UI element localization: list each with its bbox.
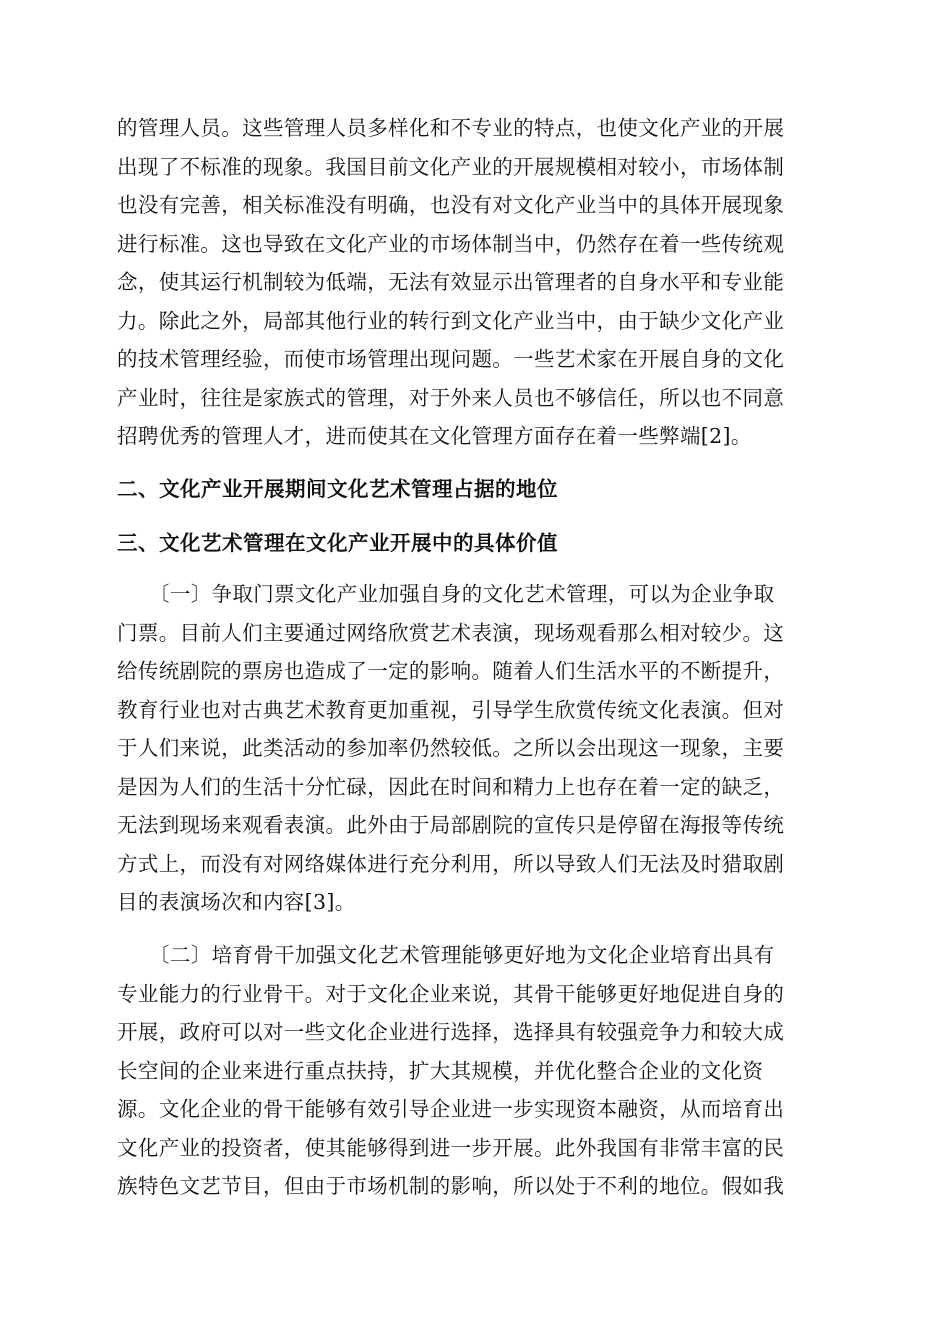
text-line: 是因为人们的生活十分忙碌，因此在时间和精力上也存在着一定的缺乏，: [117, 774, 785, 799]
text-line: 力。除此之外，局部其他行业的转行到文化产业当中，由于缺少文化产业: [117, 308, 785, 333]
text-line: 也没有完善，相关标准没有明确，也没有对文化产业当中的具体开展现象: [117, 193, 785, 217]
text-line: 教育行业也对古典艺术教育更加重视，引导学生欣赏传统文化表演。但对: [117, 697, 785, 722]
paragraph-one: [117, 575, 837, 922]
text-line: 源。文化企业的骨干能够有效引导企业进一步实现资本融资，从而培育出: [117, 1097, 785, 1121]
heading-text: 二、文化产业开展期间文化艺术管理占据的地位: [117, 477, 558, 501]
text-line: 开展，政府可以对一些文化企业进行选择，选择具有较强竞争力和较大成: [117, 1020, 785, 1044]
paragraph-two: [117, 936, 837, 1206]
text-line: 方式上，而没有对网络媒体进行充分利用，所以导致人们无法及时猎取剧: [117, 851, 785, 876]
text-line: 族特色文艺节目，但由于市场机制的影响，所以处于不利的地位。假如我: [117, 1174, 785, 1198]
text-line: 的管理人员。这些管理人员多样化和不专业的特点，也使文化产业的开展: [117, 116, 785, 140]
text-line: 进行标准。这也导致在文化产业的市场体制当中，仍然存在着一些传统观: [117, 231, 785, 256]
section-heading-2: [117, 470, 837, 509]
text-line: 〔二〕培育骨干加强文化艺术管理能够更好地为文化企业培育出具有: [149, 943, 775, 967]
heading-text: 三、文化艺术管理在文化产业开展中的具体价值: [117, 531, 558, 555]
text-line: 专业能力的行业骨干。对于文化企业来说，其骨干能够更好地促进自身的: [117, 981, 785, 1006]
text-line: 无法到现场来观看表演。此外由于局部剧院的宣传只是停留在海报等传统: [117, 813, 785, 837]
text-line: 念，使其运行机制较为低端，无法有效显示出管理者的自身水平和专业能: [117, 270, 785, 294]
text-line: 门票。目前人们主要通过网络欣赏艺术表演，现场观看那么相对较少。这: [117, 620, 785, 645]
text-line: 的技术管理经验，而使市场管理出现问题。一些艺术家在开展自身的文化: [117, 347, 785, 371]
text-line: 〔一〕争取门票文化产业加强自身的文化艺术管理，可以为企业争取: [149, 582, 775, 606]
paragraph-continuation: [117, 109, 837, 456]
section-heading-3: [117, 524, 837, 563]
text-line: 给传统剧院的票房也造成了一定的影响。随着人们生活水平的不断提升，: [117, 659, 785, 683]
text-line: 产业时，往往是家族式的管理，对于外来人员也不够信任，所以也不同意: [117, 385, 785, 410]
text-line: 长空间的企业来进行重点扶持，扩大其规模，并优化整合企业的文化资: [117, 1058, 764, 1083]
text-line: 招聘优秀的管理人才，进而使其在文化管理方面存在着一些弊端[2]。: [117, 424, 752, 448]
text-line: 于人们来说，此类活动的参加率仍然较低。之所以会出现这一现象，主要: [117, 736, 785, 760]
text-line: 文化产业的投资者，使其能够得到进一步开展。此外我国有非常丰富的民: [117, 1135, 785, 1160]
text-line: 目的表演场次和内容[3]。: [117, 890, 356, 914]
text-line: 出现了不标准的现象。我国目前文化产业的开展规模相对较小，市场体制: [117, 154, 785, 179]
